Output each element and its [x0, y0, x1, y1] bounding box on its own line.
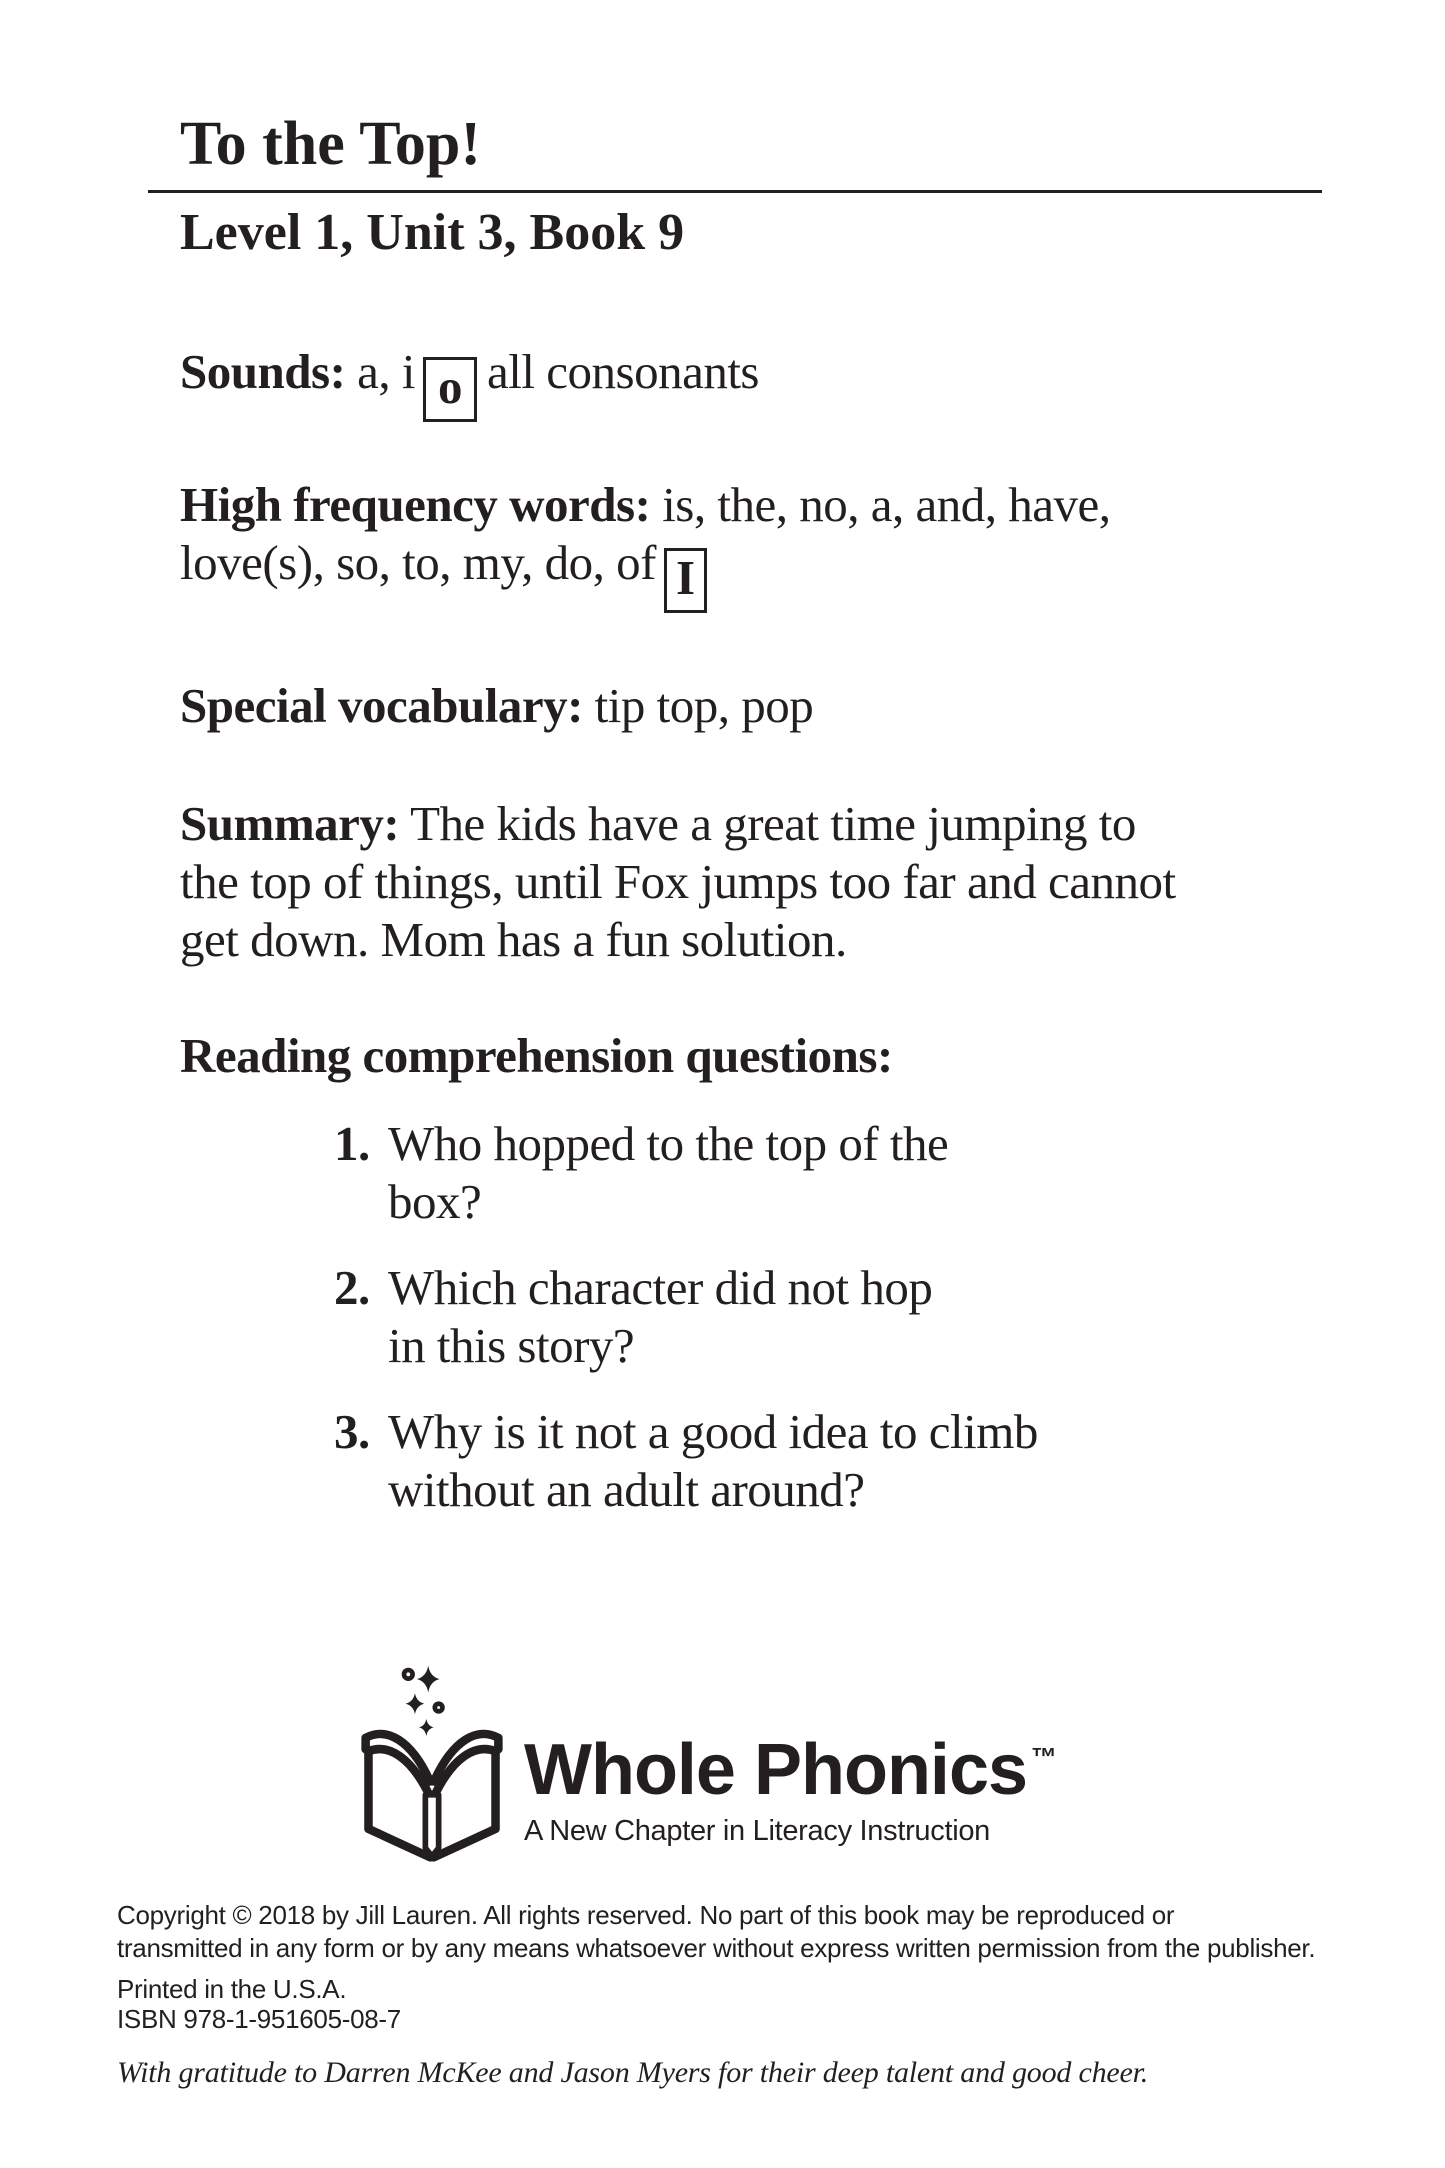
question-1-number: 1. — [334, 1115, 370, 1171]
sounds-consonants: all consonants — [487, 344, 760, 399]
sounds-vowels: a, i — [357, 344, 416, 399]
question-1-text — [388, 1115, 948, 1231]
sparkle-ring-small-left — [404, 1670, 413, 1679]
printed-in: Printed in the U.S.A. — [117, 1973, 347, 2004]
question-2 — [180, 1259, 1375, 1375]
brand-wordmark: Whole Phonics — [524, 1729, 1028, 1810]
boxed-letter-o: o — [423, 357, 477, 422]
summary-section — [180, 795, 1375, 969]
question-2-line2: in this story? — [388, 1317, 635, 1373]
open-book-sparkles-icon — [356, 1662, 508, 1863]
reading-comprehension-heading: Reading comprehension questions: — [180, 1027, 893, 1083]
question-2-line1: Which character did not hop — [388, 1259, 933, 1315]
high-frequency-words-line2: love(s), so, to, my, do, of — [180, 534, 656, 590]
sounds-label: Sounds: — [180, 344, 346, 399]
isbn: ISBN 978-1-951605-08-7 — [117, 2003, 401, 2034]
question-3-line2: without an adult around? — [388, 1461, 865, 1517]
footer — [117, 1899, 1375, 2090]
special-vocabulary-words: tip top, pop — [594, 677, 814, 733]
copyright-line1: Copyright © 2018 by Jill Lauren. All rights reserved. No part of this book may be reproduced or — [117, 1899, 1175, 1930]
sparkle-star-medium — [405, 1693, 424, 1714]
question-3-line1: Why is it not a good idea to climb — [388, 1403, 1038, 1459]
summary-label: Summary: — [180, 795, 400, 851]
special-vocabulary-section — [180, 677, 1375, 735]
question-2-number: 2. — [334, 1259, 370, 1315]
question-3-text — [388, 1403, 1038, 1519]
sounds-section — [180, 343, 1375, 422]
high-frequency-words-label: High frequency words: — [180, 476, 651, 532]
book-spine — [425, 1795, 438, 1857]
print-info — [117, 1974, 1375, 2034]
brand-tagline: A New Chapter in Literacy Instruction — [524, 1814, 991, 1847]
sparkle-ring-small-right — [435, 1704, 443, 1712]
trademark-symbol: ™ — [1031, 1741, 1058, 1772]
logo-text — [524, 1720, 1057, 1863]
book-level-subtitle: Level 1, Unit 3, Book 9 — [180, 204, 685, 261]
copyright-line2: transmitted in any form or by any means whatsoever without express written permission from the publisher. — [117, 1932, 1316, 1963]
summary-line2: the top of things, until Fox jumps too far and cannot — [180, 853, 1176, 909]
question-2-text — [388, 1259, 932, 1375]
summary-line1: The kids have a great time jumping to — [410, 795, 1136, 851]
gratitude-note: With gratitude to Darren McKee and Jason Myers for their deep talent and good cheer. — [117, 2055, 1149, 2089]
question-1 — [180, 1115, 1375, 1231]
question-list — [180, 1115, 1375, 1519]
brand-name — [524, 1720, 1058, 1810]
whole-phonics-logo — [356, 1662, 1375, 1863]
question-1-line2: box? — [388, 1173, 482, 1229]
question-1-line1: Who hopped to the top of the — [388, 1115, 949, 1171]
sparkle-star-small — [419, 1719, 434, 1736]
book-title: To the Top! — [180, 110, 481, 178]
question-3-number: 3. — [334, 1403, 370, 1459]
sparkle-star-large — [417, 1666, 440, 1693]
summary-line3: get down. Mom has a fun solution. — [180, 911, 847, 967]
copyright-notice — [117, 1899, 1375, 1965]
question-3 — [180, 1403, 1375, 1519]
boxed-letter-i: I — [664, 548, 707, 613]
high-frequency-words-line1: is, the, no, a, and, have, — [662, 476, 1111, 532]
title-divider — [148, 190, 1322, 193]
high-frequency-words-section — [180, 476, 1375, 613]
special-vocabulary-label: Special vocabulary: — [180, 677, 583, 733]
